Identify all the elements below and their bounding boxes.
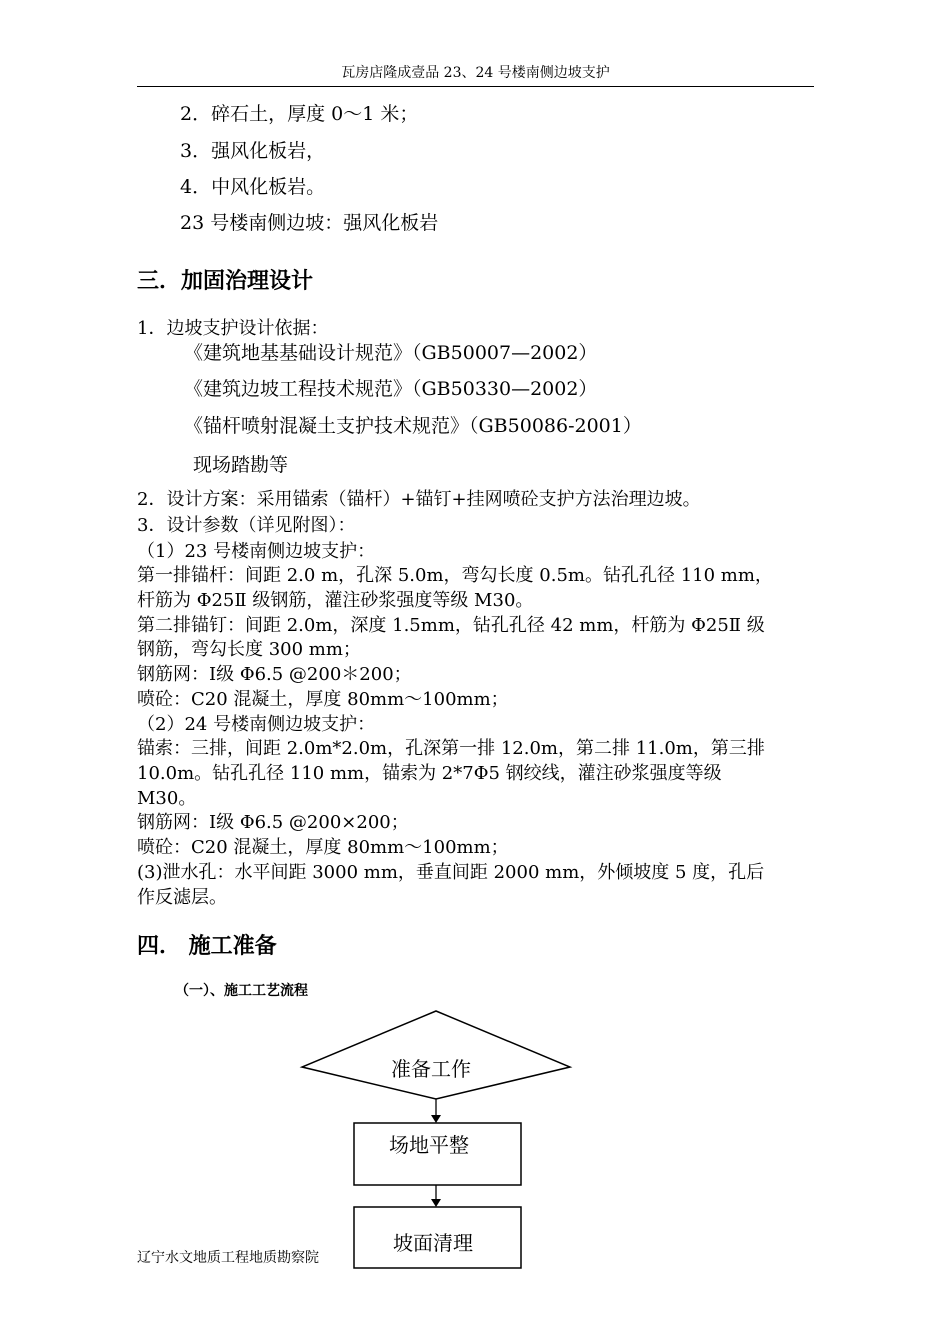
strata-item: 2．碎石土，厚度 0～1 米； [180,103,419,125]
strata-item: 23 号楼南侧边坡：强风化板岩 [180,212,439,234]
basis-item: 《建筑地基基础设计规范》（GB50007—2002） [184,342,598,364]
params-title: 3．设计参数（详见附图）： [137,515,356,536]
param-line: M30。 [137,788,197,809]
page-footer: 辽宁水文地质工程地质勘察院 [137,1250,319,1266]
section-heading: 四． 施工准备 [137,934,277,959]
param-line: 作反滤层。 [137,887,227,908]
param-line: 钢筋网：Ⅰ级 Φ6.5 @200＊200； [137,664,412,685]
page-header: 瓦房店隆成壹品 23、24 号楼南侧边坡支护 [137,60,814,87]
param-line: 第一排锚杆：间距 2.0 m，孔深 5.0m，弯勾长度 0.5m。钻孔孔径 110 mm， [137,565,773,586]
basis-title: 1．边坡支护设计依据： [137,318,329,339]
strata-item: 4．中风化板岩。 [180,176,326,198]
param-line: （1）23 号楼南侧边坡支护： [137,541,376,562]
param-line: 锚索：三排，间距 2.0m*2.0m，孔深第一排 12.0m，第二排 11.0m，第三排 [137,738,765,759]
param-line: （2）24 号楼南侧边坡支护： [137,714,376,735]
flow-arrowhead [431,1115,441,1123]
basis-item: 《建筑边坡工程技术规范》（GB50330—2002） [184,378,598,400]
basis-item: 《锚杆喷射混凝土支护技术规范》（GB50086-2001） [184,415,642,437]
param-line: 杆筋为 Φ25Ⅱ 级钢筋，灌注砂浆强度等级 M30。 [137,590,534,611]
process-flowchart [290,1005,590,1279]
flow-step-label: 场地平整 [389,1133,469,1157]
param-line: 喷砼：C20 混凝土，厚度 80mm～100mm； [137,837,509,858]
param-line: (3)泄水孔：水平间距 3000 mm，垂直间距 2000 mm，外倾坡度 5 度，孔后 [137,862,765,883]
flow-arrowhead [431,1199,441,1207]
param-line: 10.0m。钻孔孔径 110 mm，锚索为 2*7Φ5 钢绞线，灌注砂浆强度等级 [137,763,722,784]
flow-step-label: 坡面清理 [393,1231,473,1255]
design-scheme: 2．设计方案：采用锚索（锚杆）+锚钉+挂网喷砼支护方法治理边坡。 [137,489,701,510]
strata-item: 3．强风化板岩， [180,140,326,162]
section-heading: 三．加固治理设计 [137,269,314,294]
param-line: 喷砼：C20 混凝土，厚度 80mm～100mm； [137,689,509,710]
param-line: 钢筋网：Ⅰ级 Φ6.5 @200×200； [137,812,409,833]
param-line: 第二排锚钉：间距 2.0m，深度 1.5mm，钻孔孔径 42 mm，杆筋为 Φ25Ⅱ 级 [137,615,765,636]
basis-item: 现场踏勘等 [193,454,289,476]
param-line: 钢筋，弯勾长度 300 mm； [137,639,361,660]
flow-step-label: 准备工作 [391,1057,471,1081]
subsection-heading: （一）、施工工艺流程 [175,983,308,999]
